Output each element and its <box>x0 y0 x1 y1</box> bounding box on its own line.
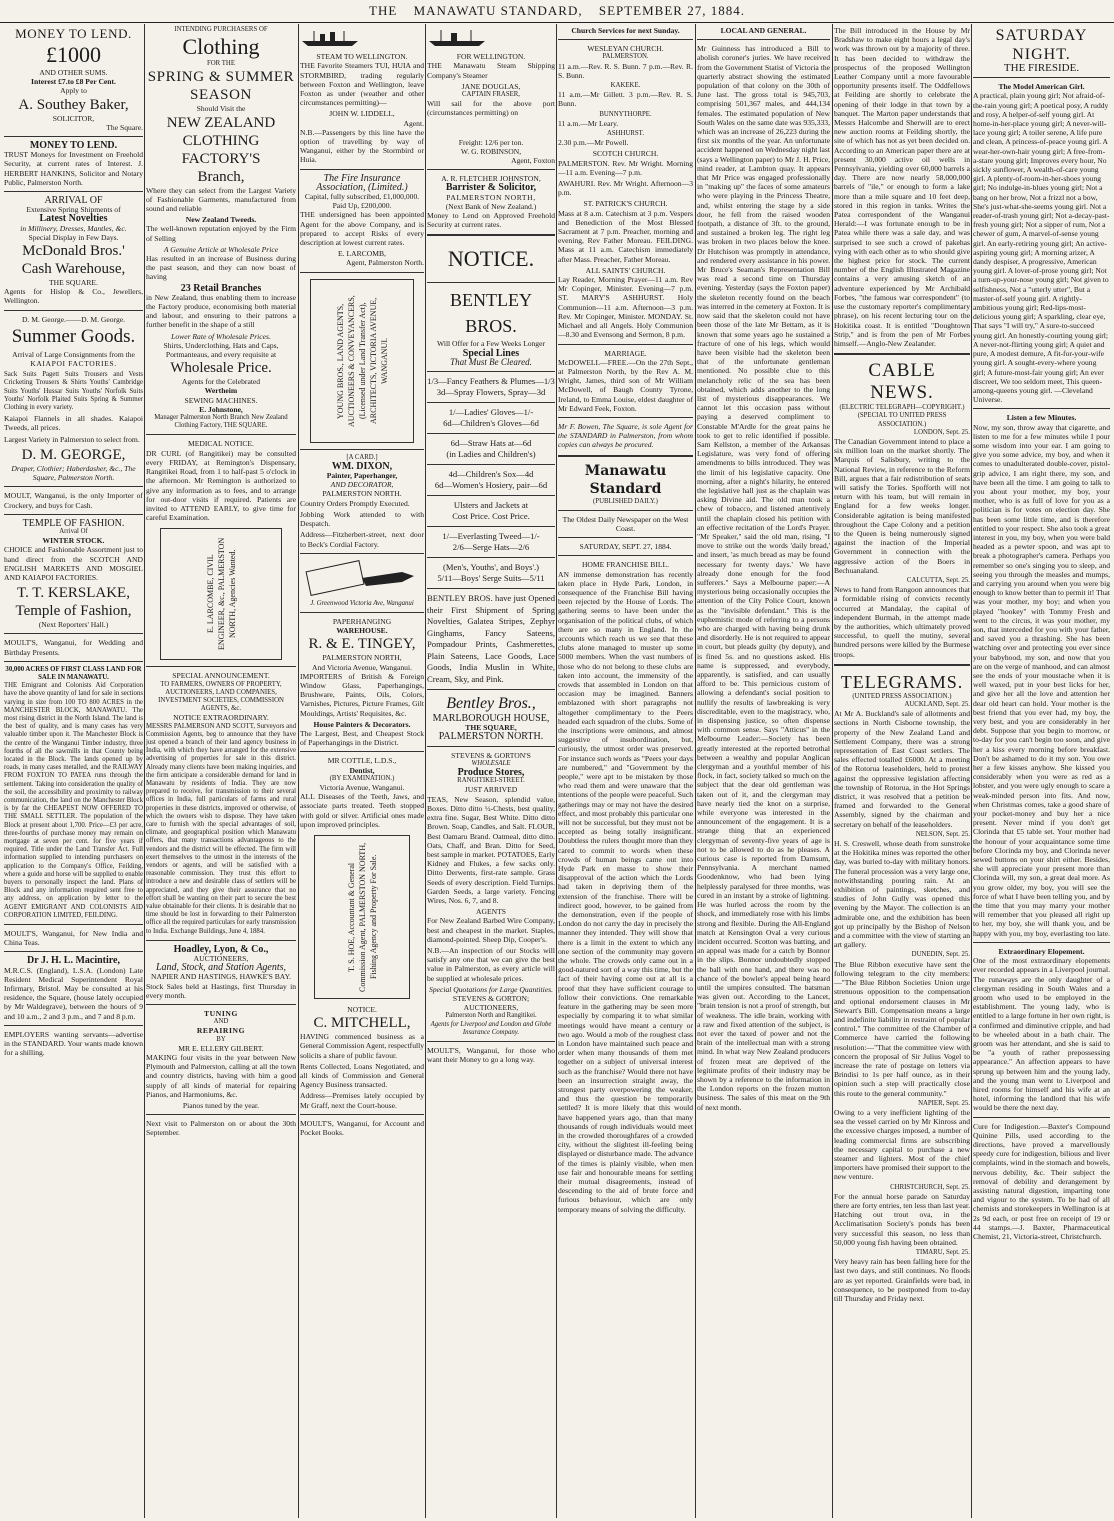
editorial-body: AN immense demonstration has recently taken place in Hyde Park, London, in consequence of the Franchise Bill having been rejected by the House of Lords. The gathering seems to have been under the organisation of the political clubs, of which there are so many in England. In the accounts which reach us we see that these clubs alone managed to muster up some 5000 members. When the vast numbers of those who do not belong to these clubs are taken into account, the immensity of the crowds that assembled in London on that occasion may be imagined. Banners emblazoned with short paragraphs not altogether complimentary to the Peers headed each squadron of the clubs. Some of the inscriptions were ominous, and almost suggestive of insubordination, but, curiously, the utmost order was preserved. For instance such words as "Peers your days are numbered," and "Government by the people," were apt to be mistaken by those who read them and were unaware that the intentions of the people were peaceful. Such gatherings may or may not have the desired effect, and most probably this particular one will not be successful, but they must not be accepted as being totally insignificant. Doubtless the rulers thought more than they cared to commit to words when these crowds of human beings came out into Hyde Park en masse to show their disapproval of the action which the Lords had taken in depriving them of the extension of the franchise. There will be indirect good, however, to be gained from the demonstration, even if the people of London do not carry the day in precisely the manner they intended. They will show that there is a limit in the extent to which any one section of the community may govern the whole. The crowds only came out in a good-natured sort of a way this time, but the fact of their having come out at all is a proof that they have sufficient courage to follow their convictions. One remarkable feature in the gathering may be seen more especially by comparing it to what similar meetings would have meant a century or two ago. Would a mob of the roughest class in London have maintained such peace and order when many thousands of them met together on a subject of universal interest such as the franchise? Would there not have been an insurrection straight away, the strongest party overpowering the weaker, and thus the question be temporarily settled? It is more likely that this would have happened years ago, than that many thousands of rough individuals would meet in the crowded thoroughfares of a crowded city, without the slightest ill-feeling being displayed or disturbance made. The advance of the times is plainly visible, when men use fair and honourable means for settling their mutual disagreements, instead of descending to the aid of brute force and furious behaviour, which are only temporary means of solving the difficulty. <box>558 569 693 1214</box>
ad-heading: WM. DIXON, <box>331 460 393 472</box>
ad-firm-name: Cash Warehouse, <box>21 261 126 278</box>
column-3 <box>300 26 424 1516</box>
price-list-item: 5/11—Boys' Serge Suits—5/11 <box>437 573 545 584</box>
ad-heading: SEASON <box>190 87 252 104</box>
young-bros-card <box>310 279 414 443</box>
ad-body: The Largest, Best, and Cheapest Stock of Paperhangings in the District. <box>300 728 424 748</box>
poem-body: A practical, plain young girl; Not afraid-of-the-rain young girl; A poetical posy, A ruddy and rosy, A helper-of-self young girl. At home-in-her-place young girl; A never-will-lace young girl; A toiler serene, A life pure and clean, A princess-of-peace young girl. A wear-her-own-hair young girl; A free-from-a-stare young girl; Improves every hour, No sickly sunflower, A wealth-of-care young girl. A plenty-of-room-in-her-shoes young girl; No indulge-in-blues young girl; Not a bang on her brow, Not a frizzl not a bow, She's just-what-she-seems young girl. Not a reader-of-trash young girl; Not a-decay-past-fresh young girl; Not a sipper of rum, Not a chewer of gum, A marvel-of-sense young girl. An early-retiring young girl; An active-aspiring young girl; A morning arizer, A dandy despiser, A progressive, American young girl. A lover-of-prose young girl; Not a turn-up-your-nose young girl; Not given to selfishness, Not a "utterly utter", But a master-of-self young girl. A rightly-ambitious young girl; Red-lips-most-delicious young girl; A sparkling, clear eye, That says "I will try," A sure-to-succeed young girl. An honestly-courting young girl; A never-not-flirting young girl; A quiet and pure, A modest demure, A fit-for-your-wife young girl. A sought-every-where young girl; A future-most-fair young girl; An ever discreet, We too seldom meet, This queen-among-queens young girl. —Cleveland Universe. <box>973 91 1110 405</box>
ad-line: Painter, Paperhanger, <box>326 471 398 481</box>
ad-heading: The Fire Insurance Association, (Limited.) <box>316 172 408 193</box>
ad-line: AUCTIONEERS, <box>463 1003 519 1013</box>
ad-body: Address—Premises lately occupied by Mr Graff, next the Court-house. <box>300 1091 424 1110</box>
ad-body: Agents for Hislop & Co., Jewellers, Wellington. <box>4 287 143 306</box>
ad-line: PALMERSTON NORTH, <box>322 653 402 663</box>
ad-firm-name: T. T. KERSLAKE, <box>17 585 130 602</box>
church-heading: ST. PATRICK'S CHURCH. <box>583 199 668 209</box>
ad-body: HAVING commenced business as a General Commission Agent, respectfully solicits a share of public favour. <box>300 1032 424 1060</box>
bentley-bros-heading: BENTLEY BROS. <box>450 290 532 337</box>
ad-body: MOULT'S, Wanganui, for New India and China Teas. <box>4 929 143 948</box>
ad-heading: C. MITCHELL, <box>313 1015 411 1032</box>
ad-heading: MR COTTLE, L.D.S., <box>327 756 397 766</box>
ad-line: JUST ARRIVED <box>464 785 518 795</box>
masthead-the: THE <box>369 3 398 18</box>
editorial-heading: HOME FRANCHISE BILL. <box>581 560 670 570</box>
news-body: The Canadian Government intend to place a six million loan on the market shortly. The Marquis of Salisbury, writing to the National Review, in reference to the Reform Bill, argues that a fair redistribution of seats will satisfy the Tories. Spofforth will not return with his team, but will remain in England for a few weeks longer. Considerable agitation is being manifested throughout the Cape Colony and a petition to the Queen is being numerously signed against the inaction of the Imperial Government in connection with the aggressive action of the Boers in Bechuanaland. <box>834 436 970 575</box>
ad-heading: Summer Goods. <box>11 325 136 347</box>
ad-line: Special Quotations for Large Quantities. <box>429 984 553 994</box>
ad-line: Capital, fully subscribed, £1,000,000. <box>304 192 420 202</box>
poem-title: The Model American Girl. <box>998 82 1085 92</box>
ad-firm-name: D. M. GEORGE, <box>21 446 126 463</box>
ad-heading: 30,000 ACRES OF FIRST CLASS LAND FOR SALE IN MANAWATU. <box>5 665 142 681</box>
ad-heading: NEW ZEALAND <box>166 114 276 131</box>
ad-line: Agent, Foxton <box>511 156 555 166</box>
price-list-item: 1/—Everlasting Tweed—1/- <box>442 531 540 542</box>
column-8 <box>973 26 1110 1516</box>
ad-line: Agents for Liverpool and London and Globe Insurance Company. <box>430 1020 552 1036</box>
ad-baker-name: A. Southey Baker, <box>18 96 129 113</box>
ad-line: KAIAPOI FACTORIES. <box>30 359 117 369</box>
ad-line: Latest Novelties <box>39 213 108 225</box>
ad-line: Wertheim <box>204 386 238 396</box>
pointing-hand-icon <box>302 558 422 598</box>
ad-line: Will Offer for a Few Weeks Longer <box>436 339 546 349</box>
church-heading: WESLEYAN CHURCH. <box>587 44 664 54</box>
local-news-body: Mr Guinness has introduced a Bill to abolish coroner's juries. We have received from the Government Statist of Victoria the quarterly abstract showing the estimated population of that colony on the 30th of June last. The gross total is 945,703, comprising 501,367 males, and 444,134 females. The estimated population of New South Wales on the same date was 935,333, which was an increase of 26,223 during the first six months of the year. An unfortunate accident happened on Wednesday night last (says a Wellington paper) to Mr J. H. Price, mind reader, at Lambton quay. It appears that Mr Price was engaged professionally in "making up" the faces of some amateurs who were playing in the Princess Theatre, and, whilst entering the stage by a side door, he fell from the raised wooden footpath, a distance of 3ft. to the ground, and sustained a broken leg. The right leg was broken in two places below the knee. Dr Hutchison was promptly in attendance, and rendered every assistance in his power. Mr Bruce's Seaman's Representation Bill was read a second time on Thursday evening. Yesterday (says the Foxton paper) the skeleton recently found on the beach was interred in the cemetery at Foxton. It is now said that the skeleton could not have been those of the late Mr Bettam, as it is known that some years ago he sustained a fracture of one of his legs, which would have been visible had the skeleton been that of the unfortunate gentleman mentioned. No possible clue to this melancholy relic of the sea has been obtained, which adds another to the long list of mysterious disappearances. We cannot let this occasion pass without paying a deserved compliment to Constable M'Ardle for the great pains he took to get to relic identified if possible. Sam Kellston, a member of the Arkansas Legislature, was very fond of offering amendments to bills introduced. They was the limit of his legislative capacity. One morning, after a night's hilarity, he entered the legislative hall just as the chaplain was asking Divine aid. The old man took a chew of tobacco, and listened attentively until the chaplain closed his petition with an effective recitation of the Lord's Prayer. "Mr Speaker," said the old man, rising, "I move to strike out the words 'daily bread,' and insert, 'as much bread as may be found necessary for twenty days.' We have already done enough for the food sufferers." Says a Melbourne paper:—A mysterious being occasionally occupies the attention of the City Police Court, known as the "invisible defendant." This is the euphemistic mode of referring to a persons who are charged with having being drunk and disorderly. He is not required to appear in court, but pleads guilty (by deputy), and is fined 5s. and no questions asked. His name is suppressed, and everybody, apparently, is satisfied, and can usually afford to be. This pernicious custom of allowing a defendant's social position to nullify the results of lawbreaking is very discreditable, even to the magistracy, who, in dispensing justice, so often dispense with common sense. Says "Atticus" in the Melbourne Leader:—Society has been greatly interested at the reported betrothal between a wealthy and popular Anglican clergyman and a youthful member of his flock, in fact, society talked so much on the subject that the dear old gentleman was taken out of it, and the clergyman may have nearly tied the knot on a surprise, while everyone was interested in the announcement of the engagement. It is a strange thing that an experienced clergyman of seventy-five years of age is not to be allowed to do as he pleases. A curious case is reported from Damsum, Pennsylvania. A merchant named Goodenknow, who had been lying helplessly paralysed for three months, was cured in an instant by a stroke of lightning. He was hurled across the room by the shock, and immediately rose with his limbs strong and flexible. During the All-England match at Kensington Oval a very curious incident occurred. Scotton was batting, and an appeal was made for a catch by Bonnor in the slips. Bonnor undoubtedly stopped the ball with one hand, and there was no chance of the bowler's appeal being heard until the umpires consulted. The batsman was given out. According to the Lancet, "brain tension is not a proof of strength, but of weakness. The idle brain, working with a raw and fixed attention of the subject, is not ever the taxed of power and not the brain of the intellectual man with a strong mind. In what way New Zealand producers of frozen meat are deprived of the legitimate profits of their industry may be shown by a reference to the information in the London reports on the frozen mutton business. The sales of this meat on the 9th of next month. <box>697 44 830 1112</box>
price-list-item: 2/6—Serge Hats—2/6 <box>452 542 530 553</box>
ad-line: CAPTAIN FRASER, <box>462 91 520 99</box>
church-heading: SCOTCH CHURCH. <box>592 149 659 159</box>
ad-line: Draper, Clothier; Haberdasher, &c., The Square, Palmerston North. <box>11 463 136 483</box>
church-times: PALMERSTON. Rev. Mr Wright. Morning—11 a.m. Evening—7 p.m. <box>558 158 693 177</box>
ad-apply: Apply to <box>60 86 87 96</box>
ad-line: THE SQUARE. <box>49 278 98 288</box>
cable-news-heading: CABLE NEWS. <box>868 360 936 404</box>
price-list-item: 6d—Children's Gloves—6d <box>443 418 539 429</box>
ad-heading: MEDICAL NOTICE. <box>188 439 254 449</box>
ad-line: STEVENS & GORTON; <box>452 993 530 1003</box>
ad-heading: Bentley Bros., <box>446 695 536 713</box>
ad-body: THE undersigned has been appointed Agent for the above Company, and is prepared to accept Risks of every description at lowest current rates. <box>300 210 424 248</box>
ad-line: MARLBOROUGH HOUSE, <box>432 713 550 725</box>
ad-heading: NOTICE EXTRAORDINARY. <box>173 713 269 723</box>
ad-heading: TUNING <box>204 1009 238 1019</box>
column-rule <box>144 24 145 1518</box>
ad-line: A. R. FLETCHER JOHNSTON, <box>441 174 541 184</box>
ad-heading: Dr J. H. L. Macintire, <box>27 955 120 967</box>
ad-line: Extensive Spring Shipments of <box>26 205 121 215</box>
ad-heading: R. & E. TINGEY, <box>308 636 416 653</box>
article-body: Now, my son, throw away that cigarette, and listen to me for a few minutes while I pour some wisdom into your ear. I am going to give you some advice, my boy, and when it comes to unadulterated double-cover, pistol-grip advice, I am right there, my son, and have been all the time. I am going to talk to you about your mother, my boy, your mother, who is as full of love for you as a politician is for votes on election day. She has been some little time, and is therefore entitled to your respect. She also took a great interest in you, my boy, when you were bald headed as a pewter spoon, and was apt to break a photographer's camera. Perhaps you remember so one's singing you to sleep, and seeing you through the measles and mumps, and carrying you around when you were big enough to know better than to permit it! That was your mother, my boy; and when you played "hookey" with Tommy Fresh and went to the circus, it was your mother, my son, that interceded for you with your father, and saved you a thrashing. She has been watching over and protecting you ever since your babyhood, my son, and now that you are on the verge of manhood, and can almost see the ends of your moustache when it is well waxed, put in your best licks for her, and give her all the love and attention her dear old heart can hold. Your mother is the best friend that you ever had, my boy, the very best, and you are considerably in her debt. Suppose that you begin to morrow, or to-day for you can't begin too soon, and give her a kiss every morning before breakfast. Don't be ashamed to do it my son. You owe her a few kisses anyhow. She kissed you considerably when you were as red as a lobster, and you were ugly enough to scare a weak-minded person into fits. And now, when Christmas comes, take a good share of your pocket-money and buy her a nice present. Never mind if you don't get Clorinda that £5 table set. Your mother had the honour of your acquaintance some time before Clorinda my boy, and Clorinda never sewed buttons on your shirt either. Besides, she will appreciate your present more than Clorinda will, my son, a great deal more. As you grow older, my boy, you will see the force of what I have been telling you, and by the time that you may marry your mother will remember that you pleased all right up to her, my boy, she will thank you, and be happy with you, my boy, everlasting too late. <box>973 422 1110 938</box>
local-news-body: The Bill introduced in the House by Mr Bradshaw to make eight hours a legal day's work was thrown out by a majority of three. It has been decided to withdraw the prospectus of the proposed Wellington Leather Company until a more favourable opportunity presents itself. The Oddfellows at Feilding are shortly to celebrate the opening of their lodge in that town by a banquet. The Marton paper understands that Messrs Halcombe and Sherwill are to erect new auction rooms at Feilding shortly, the site of which has not as yet been decided on. According to an American paper there are at present 30,000 active oil wells in Pennsylvania, yielding over 60,000 barrels a day. There are now nearly 58,000,000 barrels of "ile," or enough to form a lake more than a mile square and 10 feet deep, stored in this region in tanks. Writes the Patea correspondent of the Wanganui Herald:—I was fortunate enough to be in Patea while there was a sale day, and was surprised to see such a crowd of pakehas vying with each other as to who should give the highest price for stock. The current number of the English Illustrated Magazine contains a very amusing sketch of an adventure experienced by Mr Archibald Forbes, "the famous war correspondent" (to use the customary reporter's complimentary phrase), on his recent lecturing tour on the Hokitika coast. It is entitled "Doughtown Strip," and is from the pen of Mr Forbes himself.—Anglo-New Zealander. <box>834 26 970 348</box>
ad-line: Arrival Of <box>59 527 88 535</box>
church-place: KAKEKE. <box>610 82 641 90</box>
ad-body: MOULT'S, Wanganui, for those who want their Money to go a long way. <box>427 1045 555 1065</box>
ad-line: PALMERSTON NORTH, <box>446 192 536 202</box>
masthead-date: SEPTEMBER 27, 1884. <box>598 3 745 18</box>
column-rule <box>298 24 299 1518</box>
section-heading: LOCAL AND GENERAL. <box>720 26 807 35</box>
news-body: Owing to a very inefficient lighting of the sea the vessel carried on by Mr Kinross and the excessive charges imposed, a number of leading commercial firms are subscribing the necessary capital to purchase a new steamer and lighters. Most of the chief importers have promised their support to the new venture. <box>834 1107 970 1182</box>
ad-body: CHOICE and Fashionable Assortment just to hand direct from the SCOTCH AND ENGLISH MARKETS AND MOSGIEL AND KAIAPOI FACTORIES. <box>4 545 143 582</box>
ad-line: D. M. George.——D. M. George. <box>21 314 126 324</box>
saturday-night-heading: SATURDAY NIGHT. <box>995 27 1088 63</box>
ad-body: For New Zealand Barbed Wire Company, best and cheapest in the market. Staples, diamond-pointed. Sheep Dip, Cooper's. <box>427 916 555 944</box>
ad-heading: ARRIVAL OF <box>44 195 103 207</box>
ad-line: WHOLESALE <box>471 759 511 767</box>
price-list-item: (Men's, Youths', and Boys'.) <box>442 562 540 573</box>
ad-line: JANE DOUGLAS, <box>461 81 521 91</box>
price-list-item: Ulsters and Jackets at <box>453 500 529 511</box>
ad-heading: MONEY TO LEND. <box>29 140 118 152</box>
bentley-price-list <box>427 376 555 584</box>
ad-line: MR E. ELLERY GILBERT. <box>178 1043 264 1053</box>
ad-line: Agent, Palmerston North. <box>345 258 424 268</box>
column-6 <box>697 26 830 1516</box>
article-heading: Listen a few Minutes. <box>1006 413 1077 423</box>
dateline: DUNEDIN, Sept. 25. <box>911 951 970 959</box>
column-4 <box>427 26 555 1516</box>
church-times: Lay Reader, Morning Prayer—11 a.m. Rev Mr Copinger, Minister. Evening—7 p.m. ST. MARY'S ASHHURST. Holy Communion—11 a.m. Afternoon—3 p.m. Rev. Mr Copinger, Minister. MONDAY. St. Michael and all Angels. Holy Communion—8.30 and Evensong and Sermon, 8 p.m. <box>558 275 693 340</box>
ad-line: AUCTIONEERS, <box>193 954 249 964</box>
price-list-item: 1/3—Fancy Feathers & Plumes—1/3 <box>427 376 555 387</box>
ad-line: Land, Stock, and Station Agents, <box>155 962 287 974</box>
church-place: PALMERSTON. <box>602 53 649 61</box>
notice-heading: NOTICE. <box>447 246 535 272</box>
ad-line: That Must Be Cleared. <box>450 356 532 367</box>
column-7 <box>834 26 970 1516</box>
price-list-item: 1/—Ladies' Gloves—1/- <box>448 407 534 418</box>
ad-body: IMPORTERS of British & Foreign Window Glass, Paperhangings, Brushware, Paints, Oils, Colors, Varnishes, Pictures, Picture Frames, Gilt Mouldings, Artists' Requisites, &c. <box>300 671 424 718</box>
news-body: For the annual horse parade on Saturday there are forty entries, ten less than last year. Hatching out trout ova, in the Acclimatisation Society's ponds has been very successful this season, no less than 50,000 young fish having been obtained. <box>834 1191 970 1247</box>
ad-body: ALL Diseases of the Teeth, Jaws, and associate parts treated. Teeth stopped with gold or silver. Artificial ones made upon improved principles. <box>300 792 424 829</box>
ad-line: Arrival of Large Consignments from the <box>12 349 135 359</box>
dateline: LONDON, Sept. 25. <box>913 428 970 436</box>
ad-body: Will sail for the above port (circumstances permitting) on <box>427 99 555 118</box>
news-body: At Mr A. Buckland's sale of allotments and sections in North Cisborne township, the property of the New Zealand Land and Settlement Company, there was a strong representation of East Coast settlers. The sales effected totalled £6000. At a meeting of the Rotorua leaseholders, held to protest against the oppressive legislation affecting the township of Rotorua, in the Hot Springs district, it was resolved that a petition be framed and forwarded to the General Assembly, signed by the chairman and secretary on behalf of the leaseholders. <box>834 709 970 829</box>
ad-line: BY <box>216 1035 226 1043</box>
ad-money-to-lend-heading: MONEY TO LEND. <box>15 26 132 41</box>
ad-body: The well-known reputation enjoyed by the Firm of Selling <box>146 224 296 243</box>
ad-body: Has resulted in an increase of Business during the past season, and they can now boast of having <box>146 254 296 282</box>
ad-line: House Painters & Decorators. <box>313 719 411 729</box>
hoe-card-text: T. S. HOE, Accountant & General Commission Agent, PALMERSTON NORTH, Fishing Agency and Property For Sale. <box>346 842 378 992</box>
article-heading: Extraordinary Elopement. <box>998 946 1085 956</box>
ad-body: Jobbing Work attended to with Despatch. <box>300 509 424 529</box>
ad-body: TRUST Moneys for Investment on Freehold Security, at current rates of Interest. J. HERBERT HANKINS, Solicitor and Notary Public, Palmerston North. <box>4 150 143 187</box>
ad-line: AND <box>213 1018 229 1026</box>
ad-line: [A CARD.] <box>346 453 378 461</box>
ad-line: INTENDING PURCHASERS OF <box>174 26 268 33</box>
church-heading: ALL SAINTS' CHURCH. <box>585 265 666 275</box>
ad-heading: SPECIAL ANNOUNCEMENT. <box>172 671 270 681</box>
ad-body: Where they can select from the Largest Variety of Fashionable Garments, manufactured from sound and reliable <box>146 185 296 214</box>
ad-line: AGENTS <box>476 907 506 917</box>
ad-line: Victoria Avenue, Wanganui. <box>319 782 405 792</box>
ad-heading: STEAM TO WELLINGTON. <box>316 52 408 62</box>
ad-line: (PUBLISHED DAILY.) <box>593 497 658 505</box>
newspaper-nameplate: Manawatu Standard <box>584 462 667 497</box>
ad-line: (UNITED PRESS ASSOCIATION.) <box>852 692 952 700</box>
church-times: 11 a.m.—Rev. R. S. Bunn. 7 p.m.—Rev. R. S. Bunn. <box>558 61 693 80</box>
church-place: ASHHURST. <box>606 130 645 138</box>
ad-firm-name: Temple of Fashion, <box>15 603 132 620</box>
section-heading: MARRIAGE. <box>604 348 647 358</box>
church-times: 2.30 p.m.—Mr Powell. <box>558 138 629 148</box>
news-body: The Blue Ribbon executive have sent the following telegram to the city members:—"The Blue Ribbon Societies Union urge strenuous opposition to the compensation and optional endorsement clauses in Mr Stewart's Bill. Compensation means a large and indefinite liability in restraint of popular control." The committee of the Chamber of Commerce have carried the following resolution:—"That the committee view with concern the proposal of Sir Julius Vogel to increase the rate of postage on letters via Brindisi to 1s per half ounce, as in their opinion such a step will practically close this route to the general community." <box>834 959 970 1098</box>
ad-heading: Clothing <box>182 34 260 60</box>
ad-body: Stock Sales held at Hastings, first Thursday in every month. <box>146 981 296 1000</box>
ad-line: Freight: 12/6 per ton. <box>458 137 524 147</box>
steamship-icon <box>427 29 487 47</box>
column-rule <box>971 24 972 1518</box>
ad-rate: Interest £7.to £8 Per Cent. <box>31 77 116 87</box>
ad-body: in New Zealand, thus enabling them to increase the Factory produce, economising both material and labour, and ensuring to their patrons a further benefit in the shape of a still <box>146 292 296 330</box>
ad-line: New Zealand Tweeds. <box>185 215 257 225</box>
ad-line: PALMERSTON NORTH. <box>438 731 544 743</box>
ad-heading: NOTICE. <box>347 1004 377 1014</box>
church-times: Mass at 8 a.m. Catechism at 3 p.m. Vespers and Benediction of the Most Blessed Sacrament at 7 p.m. Preacher, morning and evening, Rev Father Moreau. FEILDING. Mass at 11 a.m. Catechism immediately after Mass. Preacher, Father Moreau. <box>558 208 693 264</box>
ad-heading: WINTER STOCK. <box>42 536 105 546</box>
column-2 <box>146 26 296 1516</box>
ad-body: MESSRS PALMERSON AND SCOTT, Surveyors and Commission Agents, beg to announce that they have just opened a branch of their land agency business in India, with which they have arranged for the extensive advertising of properties for sale in this district. Already many clients have been making inquiries, and the firm anticipate a considerable demand for land in Manawatu by residents of India. They are now prepared to receive, for transmission to their several offices in India, full particulars of farms and rural properties in these districts, improved or otherwise, of which the owners wish to dispose. They have taken care to furnish with the special advantages of soil, climate, and geographical position which Manawatu offers, that many transactions advantageous to the vendors and the district will be effected. The firm will exert themselves to the utmost in the interests of the vendors or agents, and will be satisfied with a reasonable commission. They trust this effort to introduce a new and desirable class of settlers will be appreciated, and they give their assurance that no effort shall be wanting on their part to secure the best value obtainable for their clients. It is desirable that no time should be lost in forwarding to their Palmerston office all the required particulars for early transmission to India. Exchange Buildings, June 4, 1884. <box>146 722 296 935</box>
ad-line: NAPIER AND HASTINGS, HAWKE'S BAY. <box>151 972 291 982</box>
ad-body: Address—Fitzherbert-street, next door to Beck's Cordial Factory. <box>300 530 424 549</box>
price-list-item: 4d—Children's Sox—4d <box>448 469 534 480</box>
section-heading: Church Services for next Sunday. <box>571 26 680 35</box>
ad-line: W. G. ROBINSON, <box>460 146 522 156</box>
ad-line: JOHN W. LIDDELL, <box>329 109 395 119</box>
ad-line: RANGITIKEI-STREET. <box>457 777 525 785</box>
ad-heading: STEVENS & GORTON'S <box>451 750 531 760</box>
ad-body: MOULT'S, Wanganui, for Account and Pocket Books. <box>300 1118 424 1137</box>
ad-line: E. Johnstone, <box>199 404 243 414</box>
dateline: AUCKLAND, Sept. 25. <box>904 701 970 708</box>
ad-body: MAKING four visits in the year between New Plymouth and Palmerston, calling at all the town and country districts, having with him a good supply of all kinds of material for repairing Pianos, and Harmoniums, &c. <box>146 1053 296 1099</box>
column-rule <box>832 24 833 1518</box>
hoe-card <box>314 835 410 999</box>
ad-line: THE SQUARE, <box>465 723 517 733</box>
ad-firm-name: McDonald Bros.' <box>22 243 125 260</box>
marriage-notice: McDOWELL—FREE.—On the 27th Sept., at Palmerston North, by the Rev A. M. Wright, James, third son of Mr William McDowell, of Baugh County Tyrone, Ireland, to Emma Louise, eldest daughter of Mr Edward Feek, Foxton. <box>558 357 693 413</box>
ad-body: TEAS, New Season, splendid value, Boxes. Ditto ditto ½-Chests, best quality, extra fine. Sugar, Best White. Ditto ditto Brown. Soap, Candles, and Salt. FLOUR, Best Oamaru Brand. Oatmeal, ditto ditto. Oats, Chaff, and Bran. Ditto for Seed, best sample in market. POTATOES, Early Kidney and Flukes, a few sacks only. Ditto Derwents, first-rate sample. Grass Seeds of every description. Field Turnips. Garden Seeds, a large variety. Fencing Wires, Nos. 6, 7, and 8. <box>427 794 555 905</box>
ad-body: Sack Suits Pagett Suits Trousers and Vests Cricketing Trousers & Shirts Youths' Cambridge Suits Youths' Hussar Suits Youths' Norfolk Suits Youths' Norfolk Plaited Suits Spring & Summer Clothing in every variety. <box>4 371 143 412</box>
masthead <box>0 0 1114 23</box>
price-list-item: Cost Price. Cost Price. <box>452 511 530 522</box>
fireside-heading: THE FIRESIDE. <box>1003 62 1080 74</box>
price-list-item: (in Ladies and Children's) <box>446 449 536 460</box>
price-list-item: 3d—Spray Flowers, Spray—3d <box>436 387 546 398</box>
church-place: BUNNYTHORPE. <box>599 110 652 118</box>
ad-line: TO FARMERS, OWNERS OF PROPERTY, AUCTIONEERS, LAND COMPANIES, INVESTMENT SOCIETIES, COMMISSION AGENTS, &c. <box>158 680 284 713</box>
ad-body: Kaiapoi Flannels in all shades. Kaiapoi Tweeds, all prices. <box>4 414 143 433</box>
ad-body: N.B.—Passengers by this line have the option of travelling by way of Wanganui, either by the Stormbird or Huia. <box>300 127 424 165</box>
ad-heading: FOR WELLINGTON. <box>456 52 526 62</box>
ad-body: Largest Variety in Palmerston to select from. <box>4 434 140 444</box>
agent-notice: Mr F. Bowen, The Square, is sole Agent for the STANDARD in Palmerston, from whom copies can always be procured. <box>558 421 693 450</box>
ad-amount: £1000 <box>46 42 101 67</box>
ad-heading: REPAIRING <box>196 1026 246 1036</box>
news-body: H. S. Creswell, whose death from sunstroke at the Hokitika mines was reported the other day, was buried to-day with military honors. The funeral procession was a very large one, notwithstanding pouring rain. At an exhibition of paintings, sketches, and studies of John Gully was opened this evening by the Mayor. The collection is an admirable one, and the exhibition has been got up principally by the Bishop of Nelson and a committee with the view of starting an art gallery. <box>834 839 970 950</box>
price-list-item: 6d—Straw Hats at—6d <box>450 438 532 449</box>
ad-heading: Hoadley, Lyon, & Co., <box>173 943 269 955</box>
ad-body: THE Favorite Steamers TUI, HUIA and STORMBIRD, trading regularly between Foxton and Wellington, leave Foxton as under (weather and other circumstances permitting)— <box>300 61 424 108</box>
ad-baker-location: The Square. <box>106 122 143 132</box>
ad-line: E. LARCOMB, <box>338 249 386 259</box>
telegrams-heading: TELEGRAMS. <box>840 671 964 692</box>
dateline: TIMARU, Sept. 25. <box>915 1248 970 1256</box>
ad-subline: AND OTHER SUMS. <box>39 68 108 77</box>
ad-body: MOULT, Wanganui, is the only Importer of Crockery, and buys for Cash. <box>4 491 143 510</box>
ad-heading: Branch, <box>197 168 245 185</box>
dateline: CALCUTTA, Sept. 25. <box>906 576 970 584</box>
ad-line: SEWING MACHINES. <box>184 395 258 405</box>
ad-body: Country Orders Promptly Executed. <box>300 498 410 508</box>
ad-line: J. Greenwood Victoria Ave, Wanganui <box>310 599 414 607</box>
young-bros-card-text: YOUNG BROS., LAND AGENTS, AUCTIONEERS & CONVEYANCERS, (Licensed under Land Transfer Act), ARCHITECTS, VICTORIA AVENUE, WANGANUI. <box>335 294 389 427</box>
ad-line: Paid Up, £200,000. <box>332 201 392 211</box>
ad-heading: Wholesale Price. <box>170 360 272 377</box>
ad-heading: TEMPLE OF FASHION. <box>22 517 125 529</box>
ad-line: Palmerston North and Rangitikei. <box>445 1012 537 1020</box>
ad-body: EMPLOYERS wanting servants—advertise in the STANDARD. Your wants made known for a shilling. <box>4 1029 143 1058</box>
ad-line: 23 Retail Branches <box>180 282 262 294</box>
ad-line: AND DECORATOR, <box>330 480 394 490</box>
ad-line: Should Visit the <box>196 104 246 114</box>
ad-line: The Oldest Daily Newspaper on the West Coast. <box>562 514 689 533</box>
larcombe-card <box>160 528 282 660</box>
dateline: CHRISTCHURCH, Sept. 25. <box>890 1183 970 1191</box>
ad-line: A Genuine Article at Wholesale Price <box>163 244 279 254</box>
price-list-item: 6d—Women's Hosiery, pair—6d <box>434 480 548 491</box>
ad-body: Rents Collected, Loans Negotiated, and all kinds of Commission and General Agency Business transacted. <box>300 1061 424 1090</box>
ad-body: THE Manawatu Steam Shipping Company's Steamer <box>427 61 555 80</box>
ad-line: FOR THE <box>206 60 235 68</box>
ad-line: Dentist, <box>349 765 375 775</box>
ad-line: Shirts, Underclothing, Hats and Caps, Portmanteaus, and every requisite at <box>163 340 279 360</box>
ad-heading: WAREHOUSE. <box>336 626 388 636</box>
ad-line: (BY EXAMINATION.) <box>329 774 395 782</box>
ad-line: Agent. <box>403 118 424 128</box>
ad-line: (Next Reporters' Hall.) <box>38 620 109 630</box>
ad-line: Pianos tuned by the year. <box>182 1101 260 1111</box>
ad-line: Special Display in Few Days. <box>28 232 119 242</box>
ad-body: Next visit to Palmerston on or about the 30th September. <box>146 1119 296 1138</box>
ad-heading: Produce Stores, <box>457 767 525 779</box>
ad-line: Special Lines <box>462 347 520 359</box>
ad-heading: PAPERHANGING <box>332 616 392 626</box>
news-body: Very heavy rain has been falling here for the last two days, and still continues. No floods are as yet reported. Grainfields were bad, in consequence, to be postponed from to-day till Thursday and Friday next. <box>834 1257 970 1303</box>
advert-body: Cure for Indigestion.—Baxter's Compound Quinine Pills, used according to the directions, have proved a marvellously speedy cure for indigestion, bilious and liver complaints, wind in the stomach and bowels, nervous debility, &c. Their subject the removal of debility and derangement by assisting natural digestion, imparting tone and vigour to the system. To be had of all chemists and storekeepers in Wellington is at 2s 9d each, or post free on receipt of 19 or 44 stamps.—J. Baxter, Pharmaceutical Chemist, 21, Victoria-street, Christchurch. <box>973 1121 1110 1241</box>
ad-body: Money to Lend on Approved Freehold Security at current rates. <box>427 211 555 230</box>
ad-line: Manager Palmerston North Branch New Zealand Clothing Factory, THE SQUARE. <box>154 414 288 430</box>
column-5 <box>558 26 693 1516</box>
ad-line: (Next Bank of New Zealand.) <box>445 201 537 211</box>
dateline: NAPIER, Sept. 25. <box>918 1099 970 1107</box>
ad-line: in Millinery, Dresses, Mantles, &c. <box>20 223 127 233</box>
ad-heading: SPRING & SUMMER <box>147 69 295 86</box>
ad-line: Lower Rate of Wholesale Prices. <box>171 331 271 341</box>
ad-body: M.R.C.S. (England), L.S.A. (London) Late Resident Medical Superintendent Royal Infirmary, Bristol. May be consulted at his residence, the Square, (house lately occupied by Mr Waldegrave), between the hours of 9 and 10 a.m., 2 and 3 p.m., and 7 and 8 p.m. <box>4 965 143 1021</box>
ad-line: And Victoria Avenue, Wanganui. <box>312 662 412 672</box>
ad-line: PALMERSTON NORTH. <box>322 489 402 499</box>
steamship-icon <box>300 29 360 47</box>
column-rule <box>695 24 696 1518</box>
ad-line: Agents for the Celebrated <box>181 377 261 387</box>
ad-baker-role: SOLICITOR, <box>52 113 95 123</box>
article-body: One of the most extraordinary elopements ever recorded appears in a Liverpool journal. The runaways are the only daughter of a clergyman residing in South Wales and a groom who used to be employed in the establishment. The young lady, who is entitled to a large fortune in her own right, is a confirmed and diminutive cripple, and had to be wheeled about in a bath chair. The groom was her attendant, and she is said to be "a youth of rather prepossessing appearance." An affection appears to have sprung up between him and the young lady, and the young man went to Liverpool and hired rooms for himself and his wife at an hotel, informing the landlord that his wife would be there the next day. <box>973 956 1110 1113</box>
church-times: AWAHURI. Rev. Mr Wright. Afternoon—3 p.m. <box>558 179 693 198</box>
ad-body: DR CURL (of Rangitikei) may be consulted every FRIDAY, at Remington's Dispensary, Rangitikei Road, from 1 to half-past 5 o'clock in the afternoon. Mr Remington is authorized to give any information as to fees, and to arrange for out-door visits if required. Patients are invited to ATTEND EARLY, to give time for careful Examination. <box>146 448 296 523</box>
ad-heading: Barrister & Solicitor, <box>445 182 537 194</box>
ad-body: BENTLEY BROS. have just Opened their First Shipment of Spring Novelties, Galatea Stripes, Zephyr Ginghams, Fancy Sateens, Pompadour Prints, Cashmerettes, Plain Sateens, Lace Goods, Lace Goods, India Muslin in White, Cream, Sky, and Pink. <box>427 593 555 684</box>
ad-body: N.B.—An inspection of our Stocks will satisfy any one that we can give the best value in Palmerston, as every article will be supplied at wholesale prices. <box>427 945 555 983</box>
column-rule <box>556 24 557 1518</box>
issue-date: SATURDAY, SEPT. 27, 1884. <box>579 542 672 552</box>
larcombe-card-text: E. LARCOMBE, CIVIL ENGINEER, &c., PALMERSTON NORTH, Agencies Wanted. <box>205 538 237 651</box>
column-1 <box>4 26 143 1516</box>
ad-line: (ELECTRIC TELEGRAPH—COPYRIGHT.) (SPECIAL TO UNITED PRESS ASSOCIATION.) <box>839 404 965 428</box>
news-body: News to hand from Rangoon announces that a formidable rising of convicts recently occurred at Mandalay, the capital of independent Burmah, in the attempt made by the authorities, which ultimately proved successful, to quell the mutiny, several hundred persons were killed by the Burmese troops. <box>834 585 970 659</box>
dateline: NELSON, Sept. 25. <box>915 830 970 838</box>
masthead-title: MANAWATU STANDARD, <box>413 3 583 18</box>
church-times: 11 a.m.—Mr Leary. <box>558 118 619 128</box>
ad-body: MOULT'S, Wanganui, for Wedding and Birthday Presents. <box>4 638 143 657</box>
column-rule <box>425 24 426 1518</box>
ad-heading: CLOTHING FACTORY'S <box>181 132 261 167</box>
church-times: 11 a.m.—Mr Gillett. 3 p.m.—Rev. R. S. Bunn. <box>558 90 693 109</box>
ad-body: THE Emigrant and Colonists Aid Corporation have the above quantity of land for sale in sections varying in size from 100 TO 800 ACRES in the MANCHESTER BLOCK, MANAWATU. The most rising district in the North Island. The land is the best of quality, and is many cases has very valuable timber upon it. The Manchester Block is the centre of the Wanganui Timber industry, three fourths of all the sawmills in that County being located in the Block. The lands opened up by roads, in many cases metalled, and the RAILWAY FROM FOXTON TO PATEA runs through the settlement. Taking into consideration the quality of the soil, the accessibility and proximity to railway communication, the land on the Manchester Block is by far the CHEAPEST NOW OFFERED TO THE SMALL SETTLER. The population of the Block at present about 1,700. Price—£3 per acre, three-fourths of purchase money may remain on mortgage at seven per cent. for five years if required. Title under the Land Transfer Act. Full information supplied to intending purchasers on application to the Company's Office, Feilding, where a guide and horse will be supplied to enable buyers to personally inspect the land. Plans of Block and any information required sent free to any address, on application by letter to the AGENT EMIGRANT AND COLONISTS AID CORPORATION LIMITED, FEILDING. <box>4 682 143 919</box>
